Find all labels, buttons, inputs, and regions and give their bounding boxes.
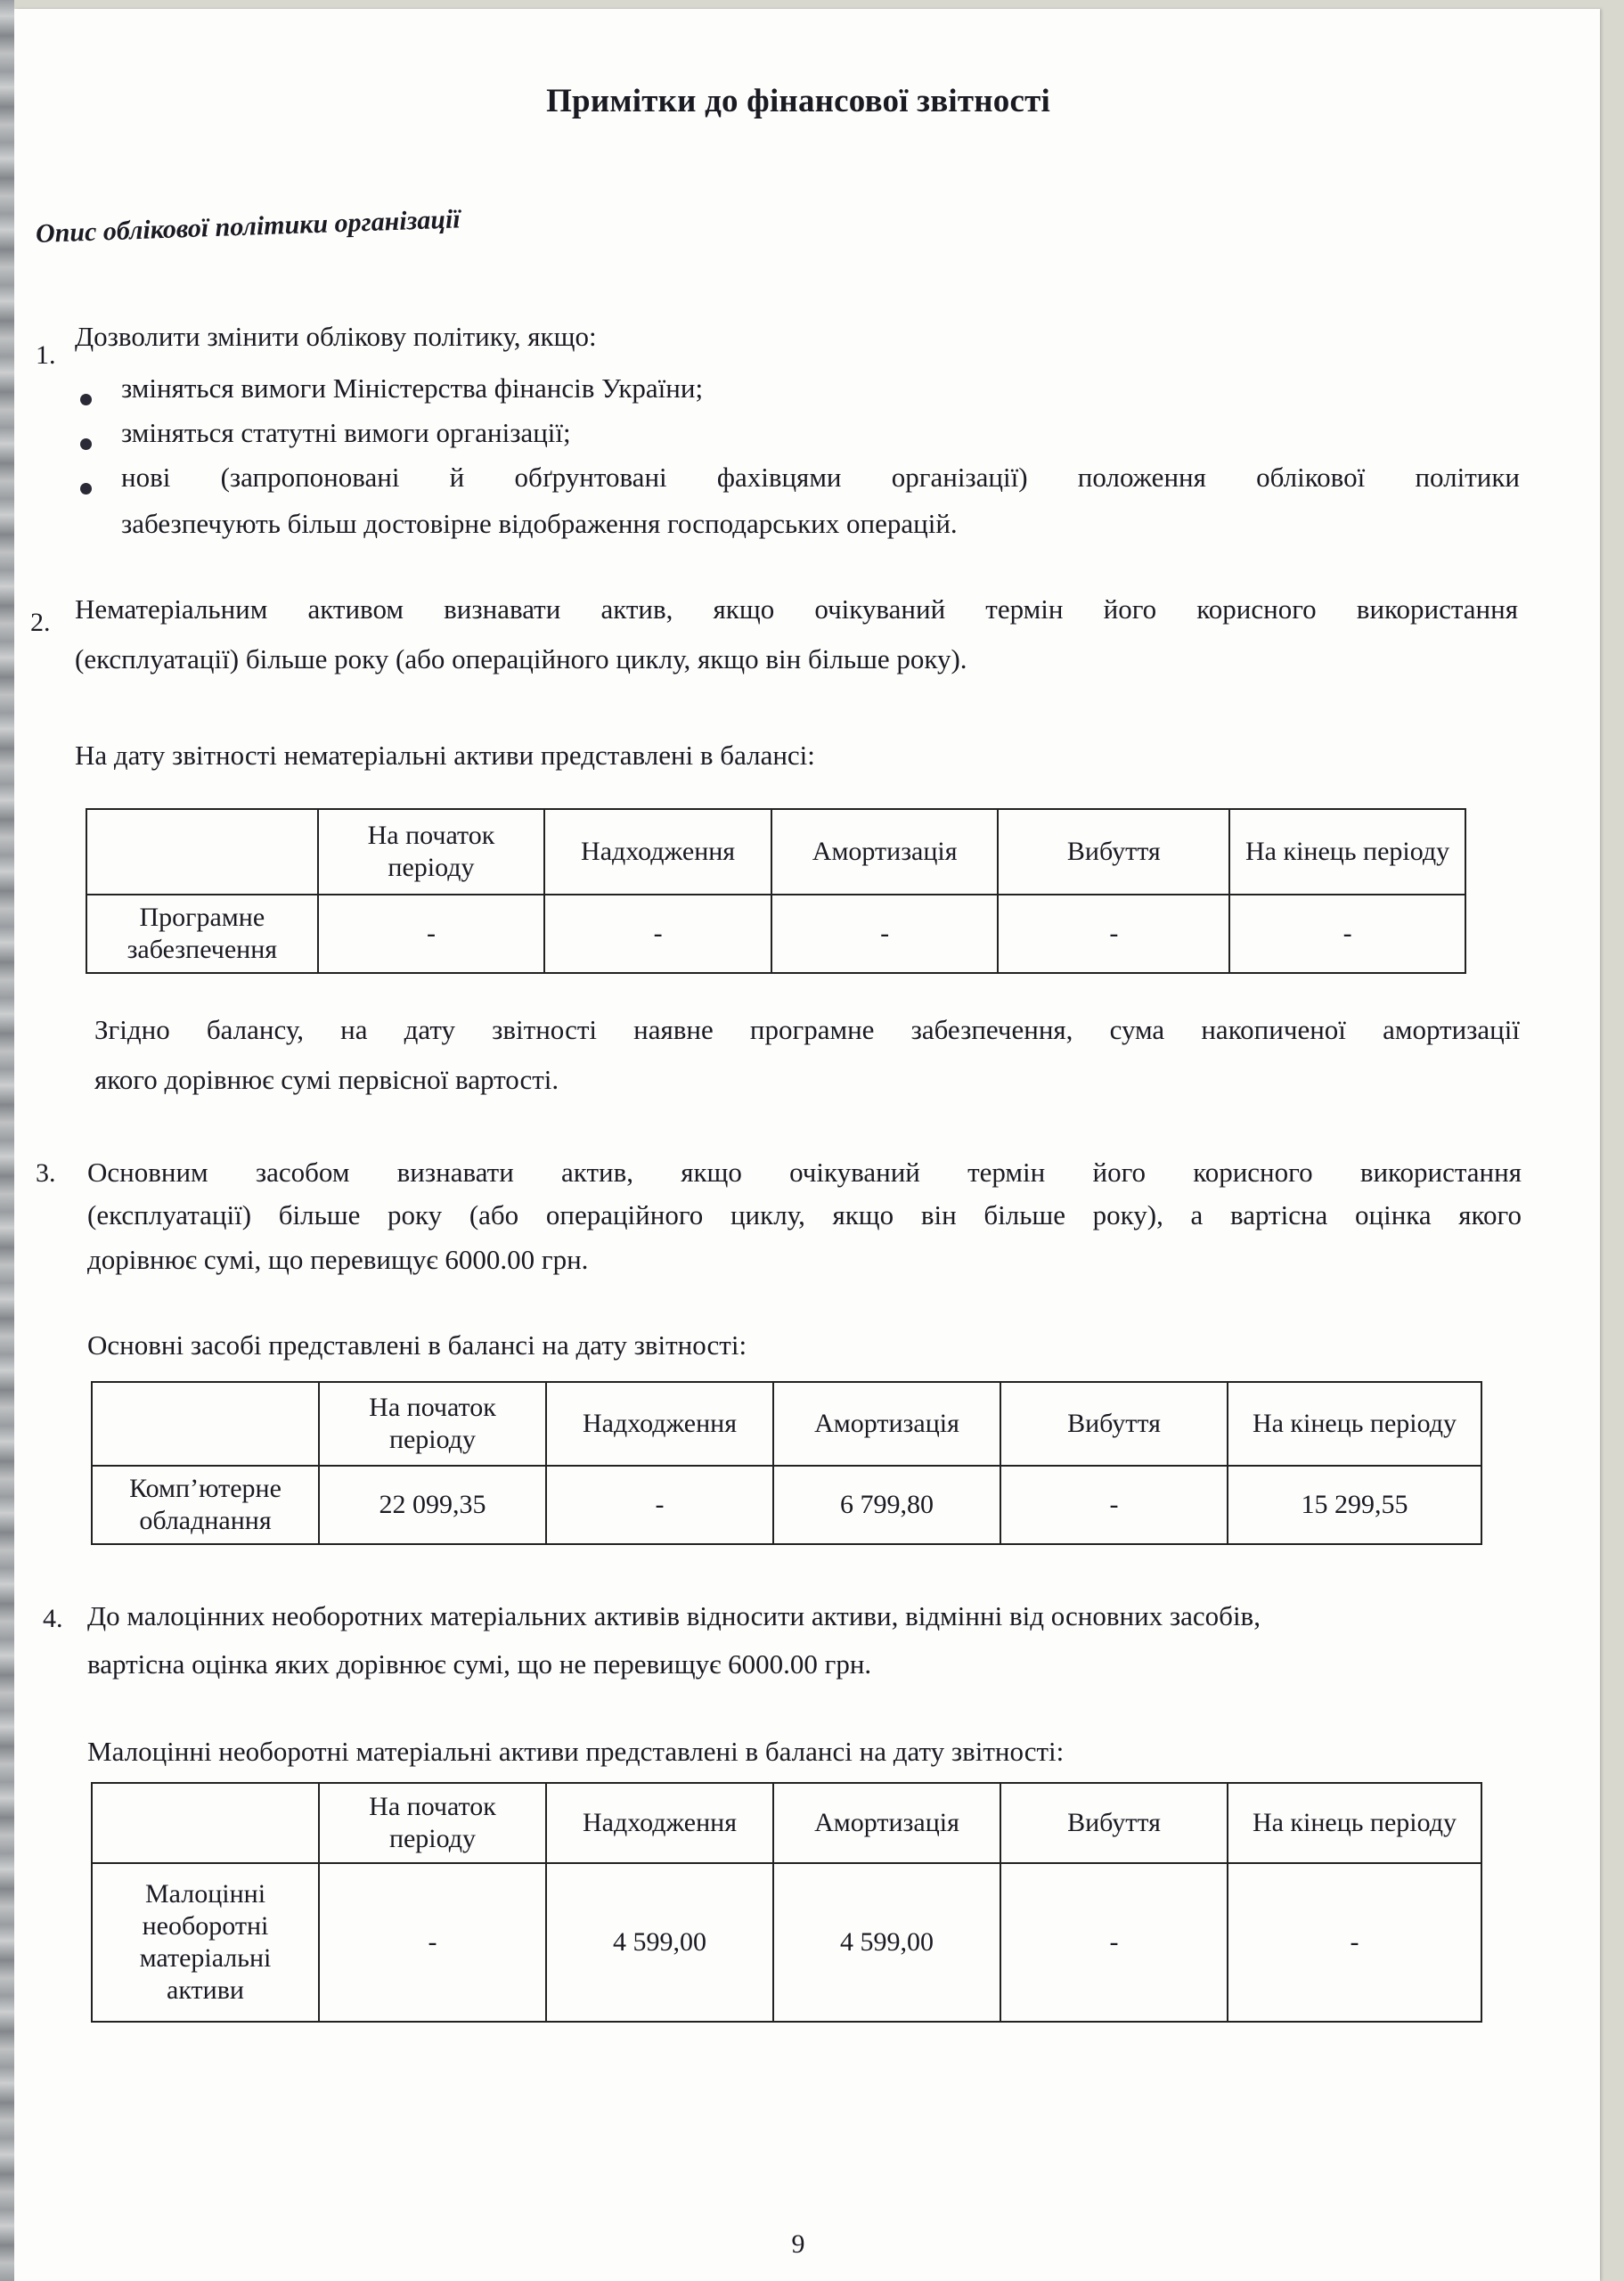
value-receipts: - [544, 895, 771, 973]
item-number-1: 1. [36, 340, 56, 370]
section-subtitle: Опис облікової політики організації [35, 204, 461, 249]
header-cell-disposal: Вибуття [1000, 1783, 1228, 1863]
header-cell-empty [92, 1783, 319, 1863]
table2-caption: Основні засобі представлені в балансі на дату звітності: [87, 1329, 747, 1361]
row-label: Малоцінні необоротні матеріальні активи [92, 1863, 319, 2022]
header-cell-end: На кінець періоду [1228, 1382, 1481, 1466]
header-cell-start: На початок періоду [318, 809, 545, 895]
section1-bullet-2: зміняться статутні вимоги організації; [121, 417, 571, 448]
header-cell-receipts: Надходження [544, 809, 771, 895]
value-start: 22 099,35 [319, 1466, 546, 1544]
section2-line-1: Нематеріальним активом визнавати актив, якщо очікуваний термін його корисного використання [75, 593, 1518, 625]
section3-line-1: Основним засобом визнавати актив, якщо очікуваний термін його корисного використання [87, 1157, 1522, 1188]
value-start: - [318, 895, 545, 973]
bullet-icon [80, 394, 92, 405]
section4-line-1: До малоцінних необоротних матеріальних активів відносити активи, відмінні від основних засобів, [87, 1600, 1261, 1631]
item-number-2: 2. [30, 608, 51, 637]
table-header-row [86, 809, 1465, 895]
low-value-assets-table [91, 1782, 1482, 2023]
value-start: - [319, 1863, 546, 2022]
section2-line-2: (експлуатації) більше року (або операційного циклу, якщо він більше року). [75, 643, 967, 674]
item-number-3: 3. [36, 1158, 56, 1188]
value-depreciation: - [771, 895, 999, 973]
section1-intro: Дозволити змінити облікову політику, якщо: [75, 321, 597, 352]
spiral-binding [0, 0, 14, 2281]
bullet-icon [80, 438, 92, 450]
header-cell-empty [92, 1382, 319, 1466]
page-title: Примітки до фінансової звітності [546, 83, 1050, 119]
header-cell-receipts: Надходження [546, 1783, 773, 1863]
value-disposal: - [998, 895, 1229, 973]
header-cell-disposal: Вибуття [1000, 1382, 1228, 1466]
table-header-row [92, 1783, 1481, 1863]
value-disposal: - [1000, 1863, 1228, 2022]
value-disposal: - [1000, 1466, 1228, 1544]
document-page [14, 9, 1600, 2281]
table3-caption: Малоцінні необоротні матеріальні активи представлені в балансі на дату звітності: [87, 1736, 1065, 1767]
header-cell-start: На початок періоду [319, 1382, 546, 1466]
table-row [92, 1466, 1481, 1544]
value-receipts: - [546, 1466, 773, 1544]
value-receipts: 4 599,00 [546, 1863, 773, 2022]
value-depreciation: 6 799,80 [773, 1466, 1000, 1544]
header-cell-depreciation: Амортизація [773, 1382, 1000, 1466]
header-cell-empty [86, 809, 318, 895]
table-row [92, 1863, 1481, 2022]
header-cell-receipts: Надходження [546, 1382, 773, 1466]
table-row [86, 895, 1465, 973]
item-number-4: 4. [43, 1604, 63, 1633]
header-cell-depreciation: Амортизація [771, 809, 999, 895]
section2-note-line-2: якого дорівнює сумі первісної вартості. [94, 1064, 559, 1095]
row-label: Комп’ютерне обладнання [92, 1466, 319, 1544]
header-cell-end: На кінець періоду [1228, 1783, 1481, 1863]
value-depreciation: 4 599,00 [773, 1863, 1000, 2022]
bullet-icon [80, 483, 92, 495]
header-cell-depreciation: Амортизація [773, 1783, 1000, 1863]
section3-line-2: (експлуатації) більше року (або операційного циклу, якщо він більше року), а вартісна оцінка якого [87, 1199, 1522, 1230]
section1-bullet-3-cont: забезпечують більш достовірне відображення господарських операцій. [121, 508, 958, 539]
intangible-assets-table [86, 808, 1466, 974]
value-end: 15 299,55 [1228, 1466, 1481, 1544]
page-number: 9 [791, 2229, 805, 2259]
fixed-assets-table [91, 1381, 1482, 1545]
section2-note-line-1: Згідно балансу, на дату звітності наявне програмне забезпечення, сума накопиченої амортизації [94, 1014, 1520, 1045]
header-cell-disposal: Вибуття [998, 809, 1229, 895]
value-end: - [1229, 895, 1465, 973]
section3-line-3: дорівнює сумі, що перевищує 6000.00 грн. [87, 1244, 589, 1275]
section1-bullet-3: нові (запропоновані й обґрунтовані фахівцями організації) положення облікової політики [121, 462, 1520, 493]
header-cell-end: На кінець періоду [1229, 809, 1465, 895]
table1-caption: На дату звітності нематеріальні активи представлені в балансі: [75, 740, 815, 771]
section1-bullet-1: зміняться вимоги Міністерства фінансів України; [121, 372, 704, 404]
value-end: - [1228, 1863, 1481, 2022]
table-header-row [92, 1382, 1481, 1466]
header-cell-start: На початок періоду [319, 1783, 546, 1863]
section4-line-2: вартісна оцінка яких дорівнює сумі, що не перевищує 6000.00 грн. [87, 1648, 872, 1680]
row-label: Програмне забезпечення [86, 895, 318, 973]
